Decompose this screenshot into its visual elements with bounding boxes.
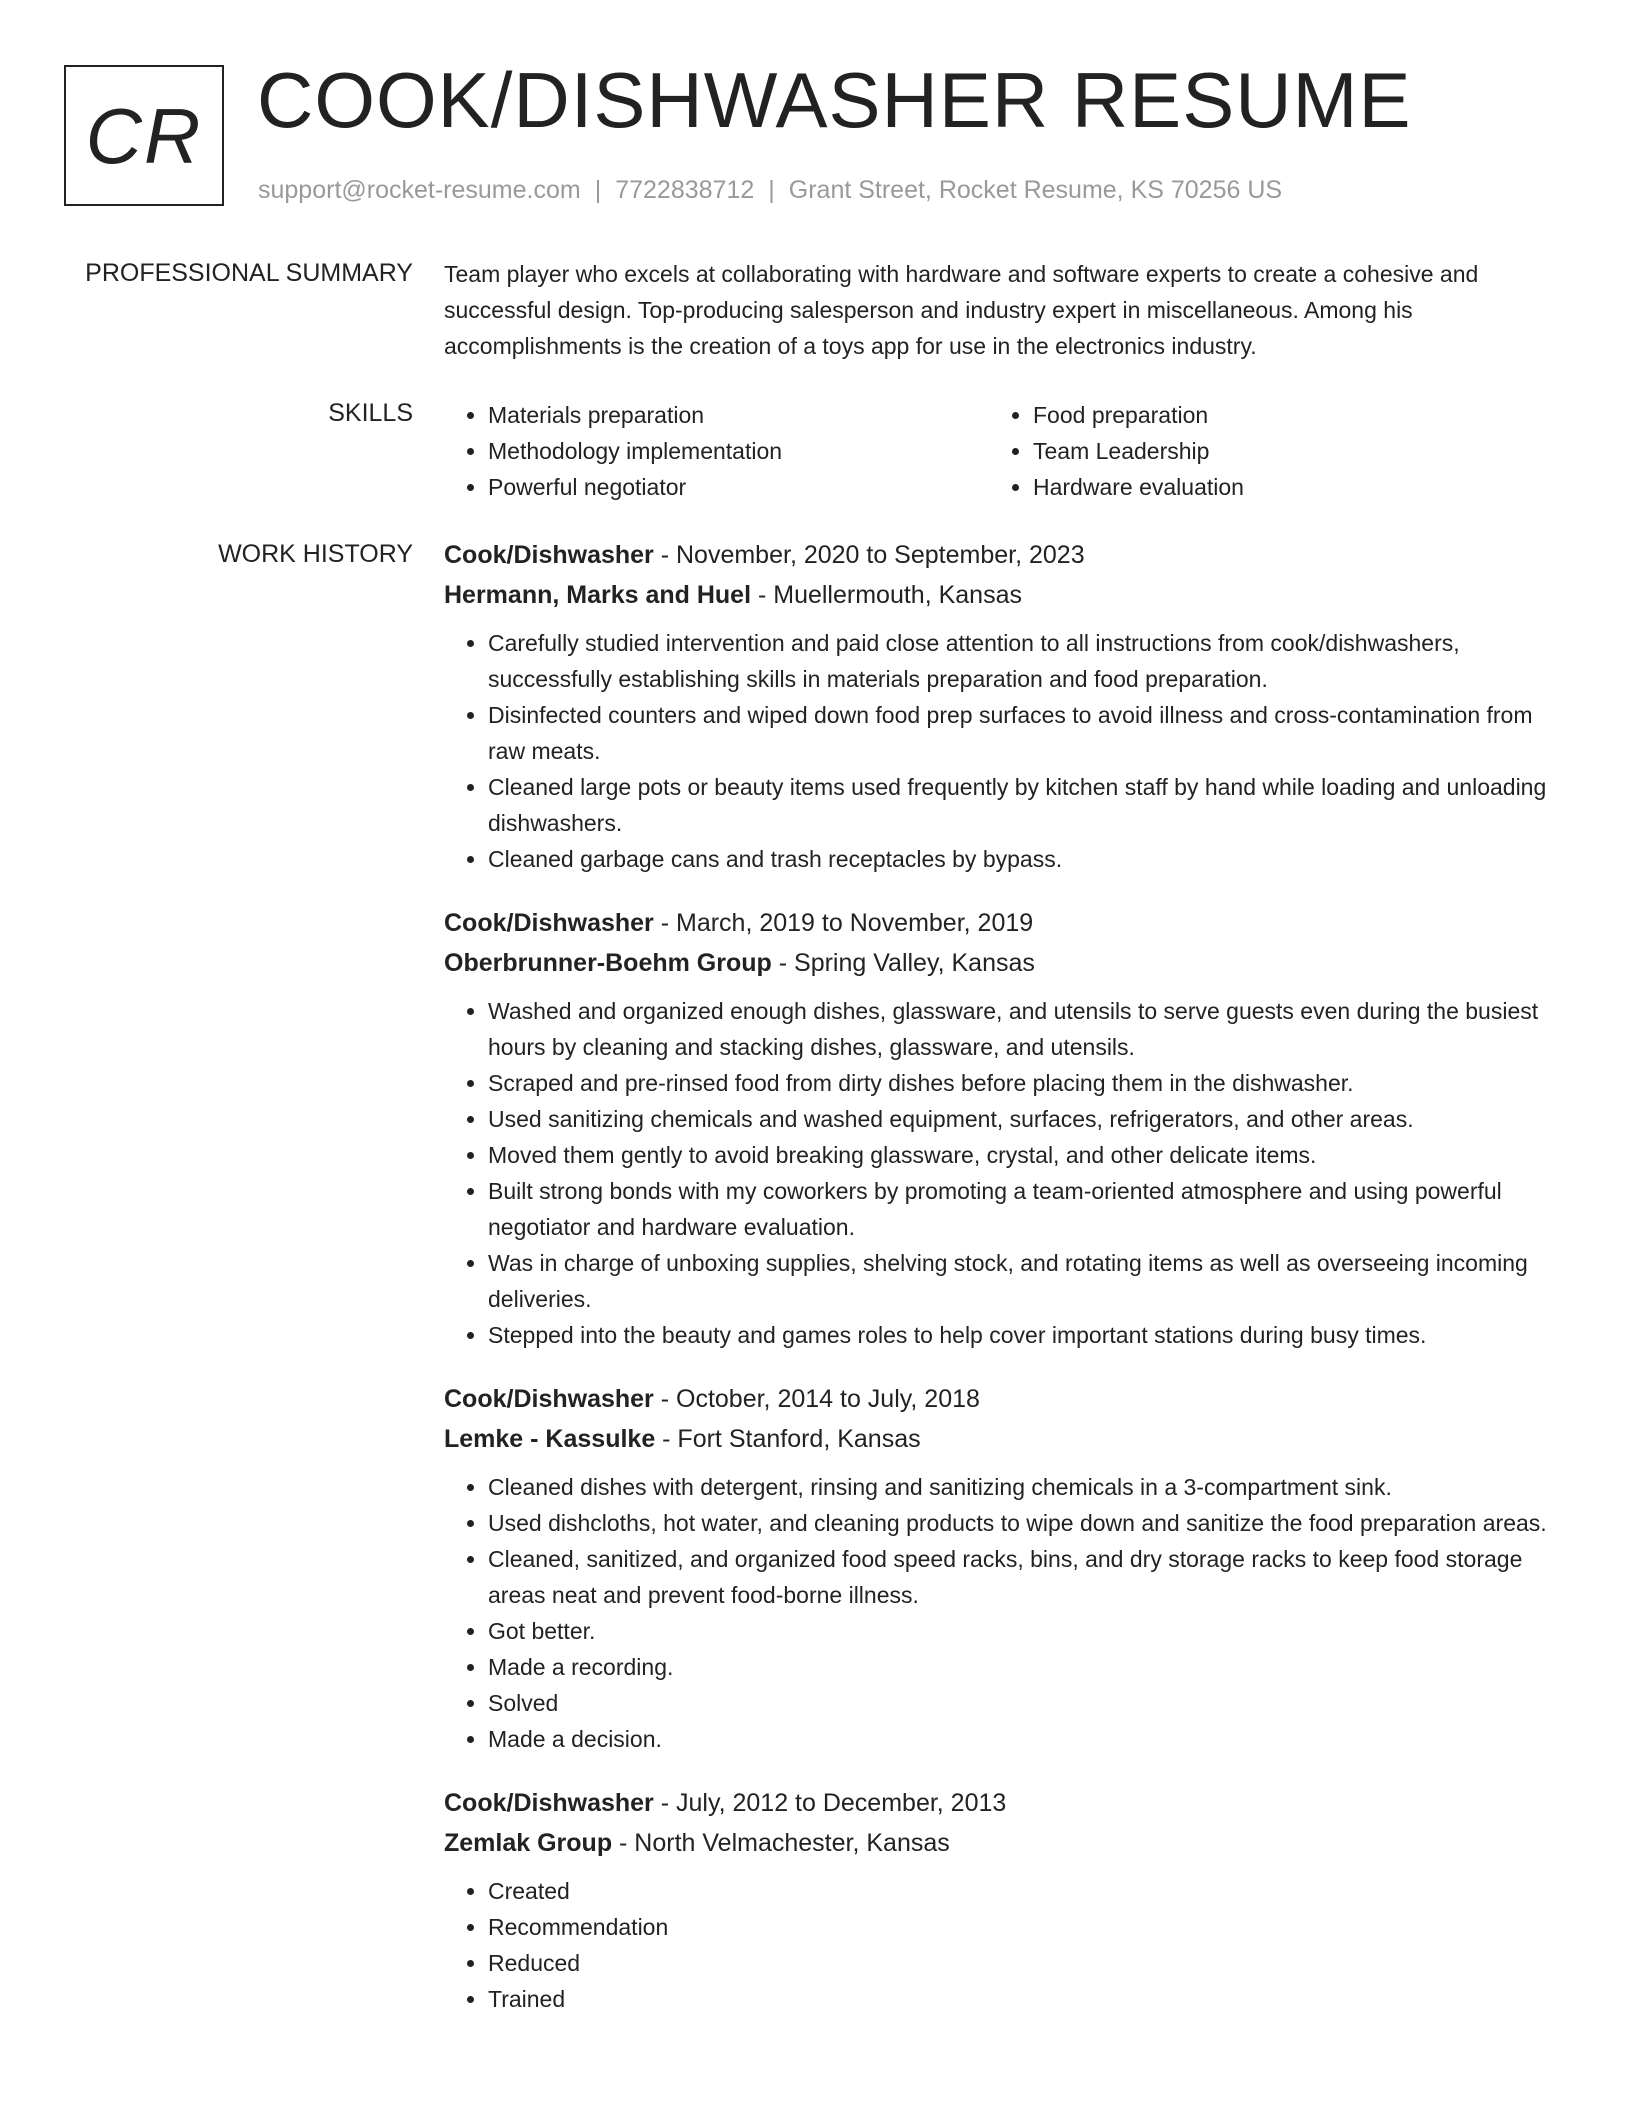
job-entry xyxy=(444,535,1564,877)
job-company-line xyxy=(444,943,1564,983)
job-bullet: • Got better. xyxy=(488,1613,1564,1649)
job-title: Cook/Dishwasher xyxy=(444,909,654,937)
job-bullets xyxy=(444,993,1564,1353)
skill-item: • Food preparation xyxy=(1033,397,1534,433)
job-bullet: • Made a decision. xyxy=(488,1721,1564,1757)
job-title-line xyxy=(444,1783,1564,1823)
job-dates: - July, 2012 to December, 2013 xyxy=(653,1789,1007,1817)
skill-item: • Team Leadership xyxy=(1033,433,1534,469)
job-bullet: • Trained xyxy=(488,1981,1564,2017)
skill-item: • Powerful negotiator xyxy=(488,469,989,505)
job-bullet: • Recommendation xyxy=(488,1909,1564,1945)
skills-list-left xyxy=(444,397,989,505)
job-bullet: • Created xyxy=(488,1873,1564,1909)
monogram-initials: CR xyxy=(85,91,203,180)
contact-phone[interactable]: 7722838712 xyxy=(615,176,755,204)
section-label-skills: SKILLS xyxy=(328,399,413,427)
contact-separator: | xyxy=(594,176,602,204)
job-location: - Fort Stanford, Kansas xyxy=(655,1425,921,1453)
job-bullet: • Cleaned dishes with detergent, rinsing and sanitizing chemicals in a 3-compartment sink. xyxy=(488,1469,1564,1505)
summary-section xyxy=(444,256,1564,364)
job-location: - North Velmachester, Kansas xyxy=(612,1829,950,1857)
job-location: - Muellermouth, Kansas xyxy=(751,581,1022,609)
job-bullet: • Washed and organized enough dishes, glassware, and utensils to serve guests even during the busiest hours by cleaning and stacking dishes, glassware, and utensils. xyxy=(488,993,1564,1065)
job-company: Zemlak Group xyxy=(444,1829,613,1857)
monogram-box xyxy=(64,65,224,206)
job-entry xyxy=(444,1783,1564,2017)
job-company-line xyxy=(444,1823,1564,1863)
job-bullet: • Cleaned large pots or beauty items used frequently by kitchen staff by hand while loading and unloading dishwashers. xyxy=(488,769,1564,841)
job-title-line xyxy=(444,1379,1564,1419)
job-entry xyxy=(444,903,1564,1353)
job-bullet: • Used dishcloths, hot water, and cleaning products to wipe down and sanitize the food preparation areas. xyxy=(488,1505,1564,1541)
job-bullet: • Disinfected counters and wiped down food prep surfaces to avoid illness and cross-contamination from raw meats. xyxy=(488,697,1564,769)
job-title-line xyxy=(444,535,1564,575)
skill-item: • Materials preparation xyxy=(488,397,989,433)
job-entry xyxy=(444,1379,1564,1757)
job-bullet: • Carefully studied intervention and paid close attention to all instructions from cook/dishwashers, successfully establishing skills in materials preparation and food preparation. xyxy=(488,625,1564,697)
job-location: - Spring Valley, Kansas xyxy=(771,949,1035,977)
work-history-section xyxy=(444,535,1564,2043)
skills-grid xyxy=(444,397,1564,505)
job-company-line xyxy=(444,575,1564,615)
job-dates: - November, 2020 to September, 2023 xyxy=(653,541,1085,569)
job-bullet: • Was in charge of unboxing supplies, shelving stock, and rotating items as well as overseeing incoming deliveries. xyxy=(488,1245,1564,1317)
job-dates: - October, 2014 to July, 2018 xyxy=(653,1385,980,1413)
resume-title: COOK/DISHWASHER RESUME xyxy=(257,56,1412,144)
job-bullets xyxy=(444,1469,1564,1757)
skills-section xyxy=(444,397,1564,505)
contact-email[interactable]: support@rocket-resume.com xyxy=(258,176,581,204)
job-bullets xyxy=(444,1873,1564,2017)
section-label-work-history: WORK HISTORY xyxy=(218,540,413,568)
contact-separator: | xyxy=(768,176,775,204)
job-bullet: • Cleaned, sanitized, and organized food speed racks, bins, and dry storage racks to keep food storage areas neat and prevent food-borne illness. xyxy=(488,1541,1564,1613)
job-bullet: • Cleaned garbage cans and trash receptacles by bypass. xyxy=(488,841,1564,877)
job-bullet: • Used sanitizing chemicals and washed equipment, surfaces, refrigerators, and other areas. xyxy=(488,1101,1564,1137)
job-company-line xyxy=(444,1419,1564,1459)
job-company: Hermann, Marks and Huel xyxy=(444,581,752,609)
job-bullet: • Scraped and pre-rinsed food from dirty dishes before placing them in the dishwasher. xyxy=(488,1065,1564,1101)
job-bullet: • Reduced xyxy=(488,1945,1564,1981)
job-title: Cook/Dishwasher xyxy=(444,1789,654,1817)
section-label-summary: PROFESSIONAL SUMMARY xyxy=(85,259,413,287)
job-bullets xyxy=(444,625,1564,877)
job-title: Cook/Dishwasher xyxy=(444,1385,654,1413)
contact-address: Grant Street, Rocket Resume, KS 70256 US xyxy=(788,176,1283,204)
summary-text: Team player who excels at collaborating with hardware and software experts to create a cohesive and successful design. Top-producing salesperson and industry expert in miscellaneous. Among his accomplishments is the creation of a toys app for use in the electronics industry. xyxy=(444,261,1479,359)
job-bullet: • Built strong bonds with my coworkers by promoting a team-oriented atmosphere and using powerful negotiator and hardware evaluation. xyxy=(488,1173,1564,1245)
job-bullet: • Stepped into the beauty and games roles to help cover important stations during busy times. xyxy=(488,1317,1564,1353)
job-dates: - March, 2019 to November, 2019 xyxy=(653,909,1034,937)
job-bullet: • Solved xyxy=(488,1685,1564,1721)
job-company: Lemke - Kassulke xyxy=(444,1425,656,1453)
skill-item: • Hardware evaluation xyxy=(1033,469,1534,505)
job-title: Cook/Dishwasher xyxy=(444,541,654,569)
skills-list-right xyxy=(989,397,1534,505)
job-bullet: • Moved them gently to avoid breaking glassware, crystal, and other delicate items. xyxy=(488,1137,1564,1173)
job-bullet: • Made a recording. xyxy=(488,1649,1564,1685)
contact-line xyxy=(258,175,1282,205)
job-title-line xyxy=(444,903,1564,943)
job-company: Oberbrunner-Boehm Group xyxy=(444,949,772,977)
skill-item: • Methodology implementation xyxy=(488,433,989,469)
